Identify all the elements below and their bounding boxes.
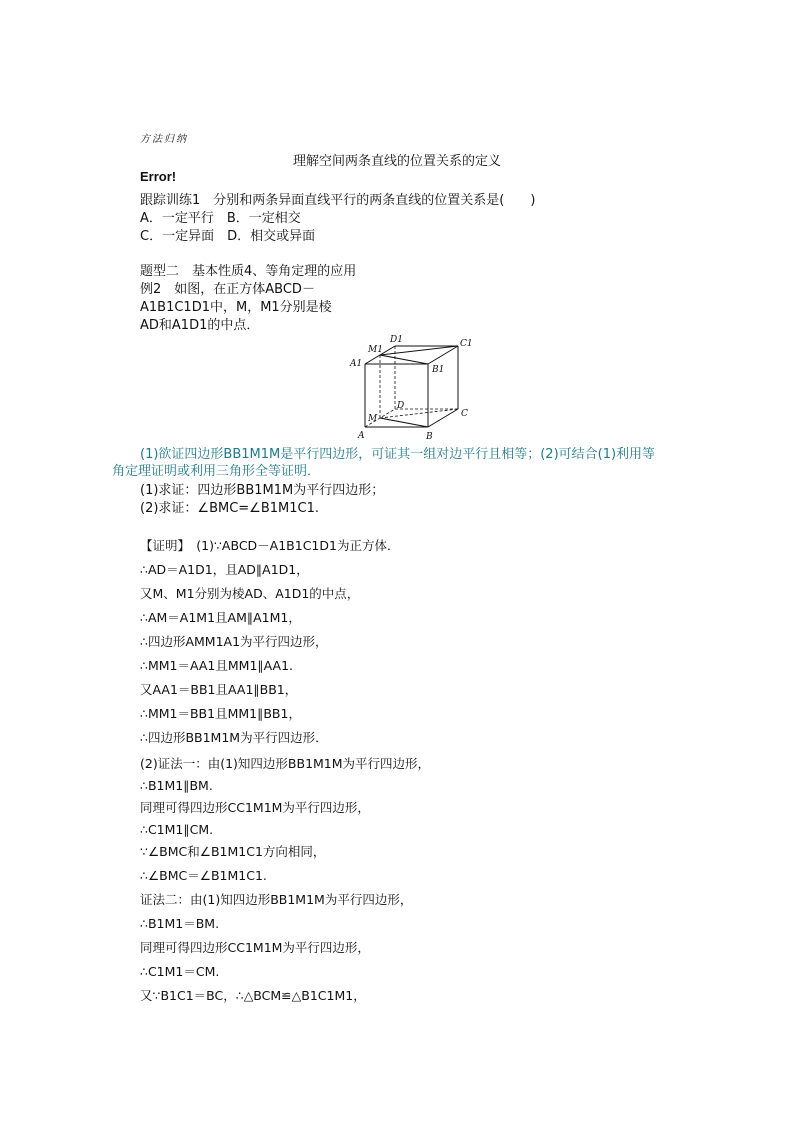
proof-line: ∴AD＝A1D1，且AD∥A1D1， [140,562,309,577]
segment-MC [380,409,458,418]
exercise-question: 跟踪训练1 分别和两条异面直线平行的两条直线的位置关系是( ) [140,193,536,208]
method-summary-tag: 方法归纳 [140,134,188,145]
example-line-2: A1B1C1D1中，M，M1分别是棱 [140,300,332,315]
hint-line-2: 角定理证明或利用三角形全等证明． [112,464,321,479]
label-M1: M1 [368,345,383,355]
proof-line: 同理可得四边形CC1M1M为平行四边形， [140,800,370,815]
proof-line: ∴四边形AMM1A1为平行四边形， [140,634,328,649]
label-C: C [461,409,468,419]
proof-line: 证法二：由(1)知四边形BB1M1M为平行四边形， [140,892,413,907]
proof-line: 又∵B1C1＝BC，∴△BCM≌△B1C1M1， [140,988,366,1003]
task-2: (2)求证：∠BMC=∠B1M1C1. [140,501,319,516]
proof-line: ∴MM1＝BB1且MM1∥BB1， [140,706,301,721]
proof-line: ∴C1M1＝CM. [140,964,220,979]
segment-M1C1 [380,346,458,355]
proof-line: ∴C1M1∥CM. [140,822,214,837]
label-C1: C1 [460,339,473,349]
proof-line: ∴AM＝A1M1且AM∥A1M1， [140,610,301,625]
label-M: M [368,414,378,424]
cube-figure [340,332,480,444]
method-title: 理解空间两条直线的位置关系的定义 [292,154,501,169]
proof-line: ∴四边形BB1M1M为平行四边形． [140,730,328,745]
exercise-options-1: A．一定平行 B．一定相交 [140,211,301,226]
label-D: D [397,401,405,411]
label-A1: A1 [350,359,363,369]
segment-M1B1 [380,355,428,364]
hint-line-1: (1)欲证四边形BB1M1M是平行四边形，可证其一组对边平行且相等；(2)可结合(1)利用等 [140,447,656,462]
label-B: B [426,432,433,442]
exercise-options-2: C．一定异面 D．相交或异面 [140,229,316,244]
proof-line: ∴∠BMC＝∠B1M1C1. [140,868,267,883]
label-A: A [358,431,365,441]
task-1: (1)求证：四边形BB1M1M为平行四边形； [140,483,385,498]
hint-text [112,446,692,480]
proof-line: ∴MM1＝AA1且MM1∥AA1. [140,658,294,673]
proof-line: 又AA1＝BB1且AA1∥BB1， [140,682,298,697]
example-line-3: AD和A1D1的中点． [140,318,260,333]
proof-line: 【证明】 (1)∵ABCD－A1B1C1D1为正方体． [140,538,400,553]
label-B1: B1 [432,365,445,375]
section-title: 题型二 基本性质4、等角定理的应用 [140,264,357,279]
proof-line: ∵∠BMC和∠B1M1C1方向相同， [140,844,326,859]
segment-MB [380,418,428,427]
proof-line: (2)证法一：由(1)知四边形BB1M1M为平行四边形， [140,756,431,771]
error-text: Error! [140,169,177,184]
proof-line: ∴B1M1∥BM. [140,778,213,793]
label-D1: D1 [390,335,403,345]
example-line-1: 例2 如图，在正方体ABCD－ [140,282,315,297]
proof-line: 又M、M1分别为棱AD、A1D1的中点， [140,586,360,601]
proof-line: 同理可得四边形CC1M1M为平行四边形， [140,940,370,955]
proof-line: ∴B1M1＝BM. [140,916,220,931]
